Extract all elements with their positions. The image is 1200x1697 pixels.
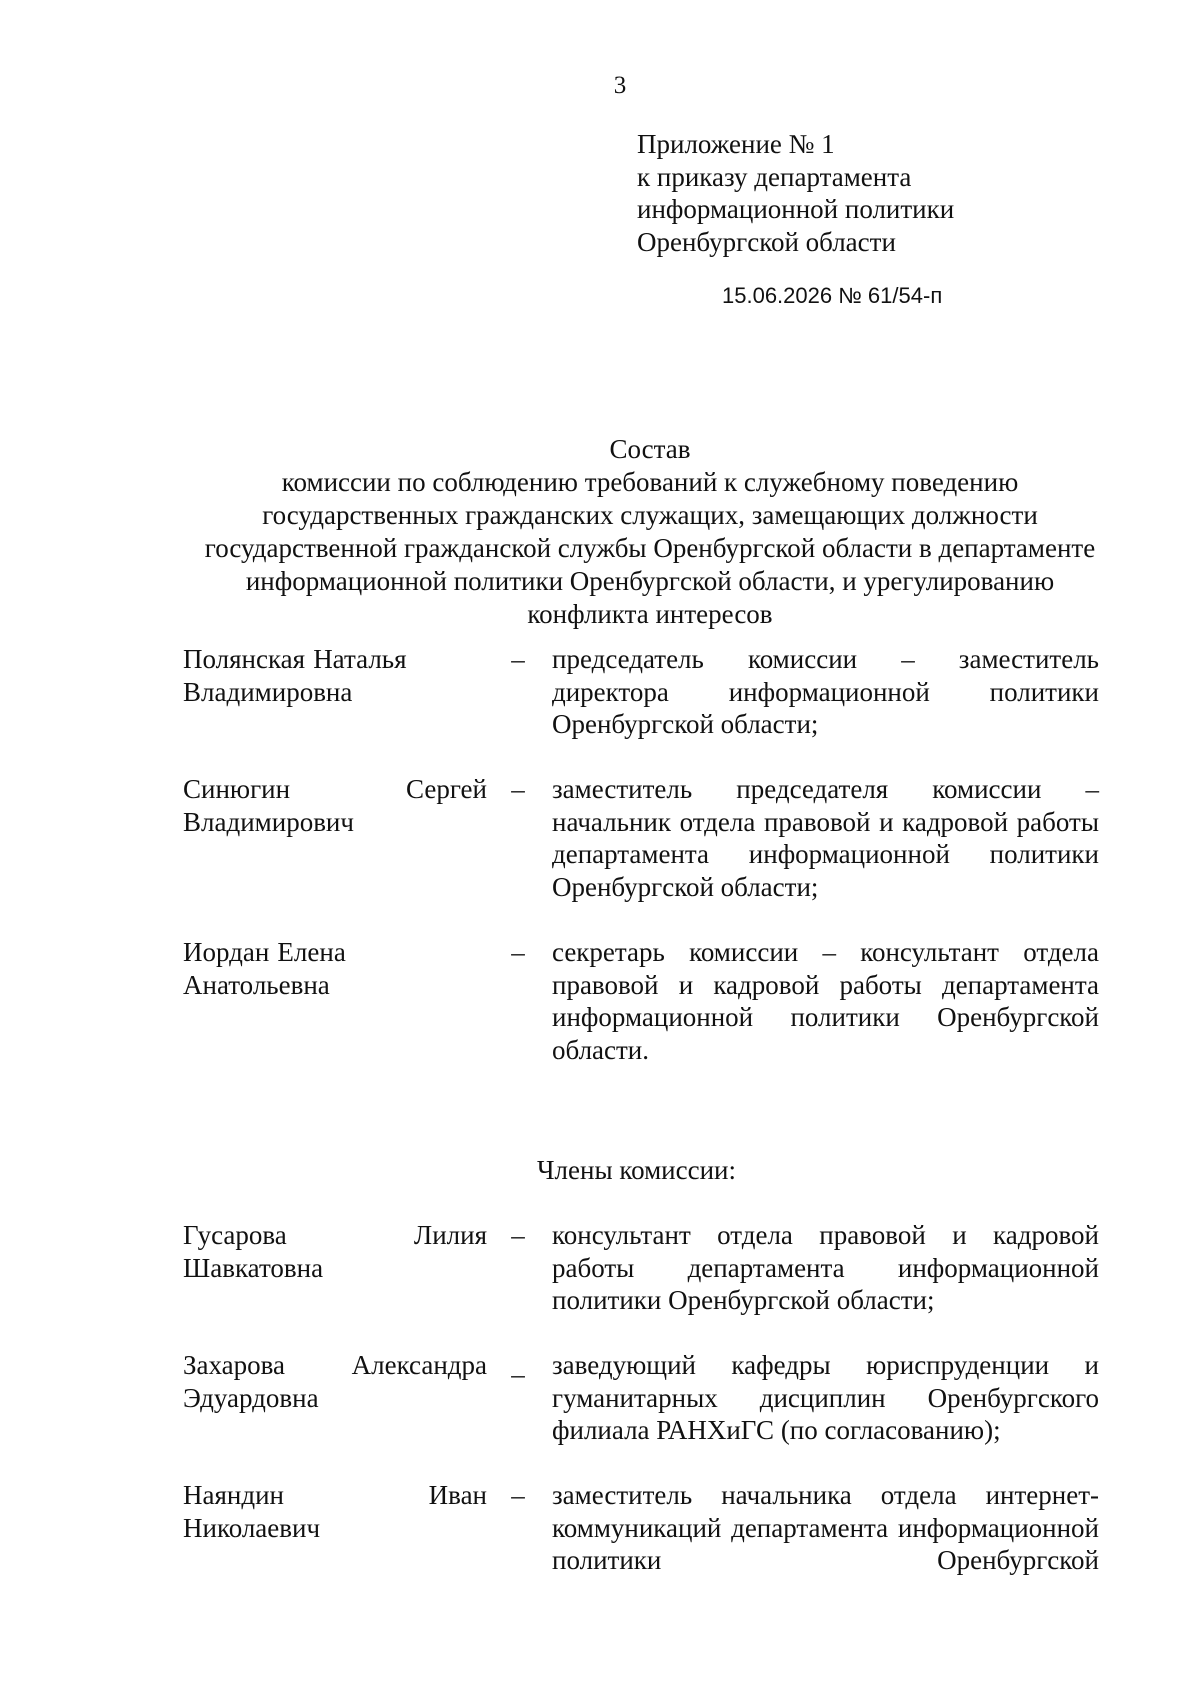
member-given-name: Наталья [313,644,407,674]
member-dash: – [511,1220,525,1250]
member-patronymic: Владимировна [183,676,353,707]
member-surname: Гусарова [183,1220,287,1250]
page-number: 3 [613,72,627,99]
member-dash: – [511,1480,525,1510]
member-name [183,936,487,1001]
member-dash: – [511,644,525,674]
member-given-name: Сергей [406,774,487,804]
members-heading: Члены комиссии: [537,1155,736,1185]
member-given-name: Александра [351,1350,487,1380]
member-name [183,1219,487,1284]
member-dash: _ [511,1350,525,1380]
member-role: консультант отдела правовой и кадровой работы департамента информационной политики Оренбургской области; [552,1220,1099,1315]
member-surname: Синюгин [183,774,291,804]
member-surname: Наяндин [183,1480,284,1510]
appendix-line: Приложение № 1 [637,129,835,159]
member-patronymic: Николаевич [183,1512,321,1543]
appendix-line: к приказу департамента [637,161,912,192]
member-given-name: Иван [428,1480,487,1510]
member-given-name: Лилия [413,1220,487,1250]
appendix-line: Оренбургской области [637,226,896,257]
member-name [183,1349,487,1414]
title-line: государственной гражданской службы Оренбургской области в департаменте [204,533,1096,563]
member-name [183,643,487,708]
member-role: заместитель председателя комиссии – начальник отдела правовой и кадровой работы департамента информационной политики Оренбургской области; [552,774,1099,902]
member-surname: Захарова [183,1350,286,1380]
member-role: заведующий кафедры юриспруденции и гуманитарных дисциплин Оренбургского филиала РАНХиГС (по согласованию); [552,1350,1099,1445]
member-given-name: Елена [277,937,346,967]
member-name [183,1479,487,1544]
member-dash: – [511,774,525,804]
order-reference: 15.06.2026 № 61/54-п [722,283,943,308]
member-role: заместитель начальника отдела интернет-коммуникаций департамента информационной политики Оренбургской [552,1480,1099,1575]
appendix-line: информационной политики [637,194,955,224]
member-dash: – [511,937,525,967]
document-title [100,433,1200,631]
member-patronymic: Эдуардовна [183,1382,319,1413]
member-role: председатель комиссии – заместитель директора информационной политики Оренбургской области; [552,644,1099,739]
member-name [183,773,487,838]
member-patronymic: Шавкатовна [183,1252,324,1283]
member-role: секретарь комиссии – консультант отдела правовой и кадровой работы департамента информационной политики Оренбургской области. [552,937,1099,1065]
appendix-block [637,128,1097,258]
title-line: государственных гражданских служащих, замещающих должности [262,500,1038,530]
member-surname: Иордан [183,937,270,967]
member-patronymic: Анатольевна [183,969,330,1000]
title-line: комиссии по соблюдению требований к служебному поведению [281,467,1019,497]
title-line: конфликта интересов [527,599,773,629]
member-patronymic: Владимирович [183,806,354,837]
title-line: информационной политики Оренбургской области, и урегулированию [245,566,1055,596]
title-heading: Состав [609,434,691,464]
member-surname: Полянская [183,644,306,674]
